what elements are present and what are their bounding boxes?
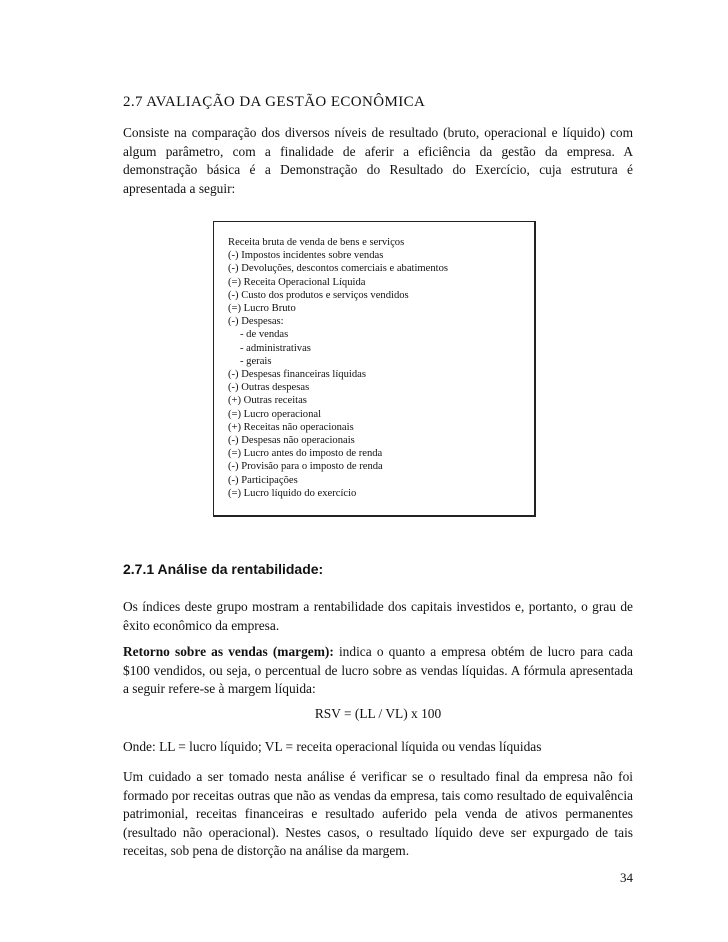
- intro-paragraph: Consiste na comparação dos diversos níveis de resultado (bruto, operacional e líquido) com algum parâmetro, com a finalidade de aferir a eficiência da gestão da empresa. A demonstração básica é a Demonstração do Resultado do Exercício, cuja estrutura é apresentada a seguir:: [123, 125, 633, 196]
- statement-line: (-) Participações: [228, 474, 298, 486]
- subsection-heading: 2.7.1 Análise da rentabilidade:: [123, 561, 324, 577]
- statement-line: (=) Lucro operacional: [228, 408, 322, 420]
- profitability-paragraph: Os índices deste grupo mostram a rentabilidade dos capitais investidos e, portanto, o grau de êxito econômico da empresa.: [123, 599, 633, 633]
- margin-description: indica o quanto a empresa obtém de lucro para cada $100 vendidos, ou seja, o percentual de lucro sobre as vendas líquidas. A fórmula apresentada a seguir refere-se à margem líquida:: [123, 644, 633, 697]
- statement-line: (-) Outras despesas: [228, 382, 310, 394]
- statement-line: (=) Lucro antes do imposto de renda: [228, 448, 383, 460]
- statement-line: (-) Provisão para o imposto de renda: [228, 461, 383, 473]
- statement-line: (-) Custo dos produtos e serviços vendidos: [228, 289, 409, 301]
- margin-term: Retorno sobre as vendas (margem):: [123, 644, 334, 659]
- statement-line: (-) Impostos incidentes sobre vendas: [228, 250, 384, 262]
- margin-paragraph: [123, 643, 633, 699]
- formula-legend: Onde: LL = lucro líquido; VL = receita operacional líquida ou vendas líquidas: [123, 739, 542, 754]
- statement-line: (+) Receitas não operacionais: [228, 421, 354, 433]
- caution-paragraph: Um cuidado a ser tomado nesta análise é verificar se o resultado final da empresa não foi formado por receitas outras que não as vendas da empresa, tais como resultado de equivalência patrimonial, receitas financeiras e resultado auferido pela venda de ativos permanentes (resultado não operacional). Nestes casos, o resultado líquido deve ser expurgado de tais receitas, sob pena de distorção na análise da margem.: [123, 769, 633, 859]
- statement-line: (-) Devoluções, descontos comerciais e abatimentos: [228, 263, 449, 275]
- page-number: 34: [620, 870, 633, 885]
- formula: RSV = (LL / VL) x 100: [314, 706, 442, 721]
- statement-line: (+) Outras receitas: [228, 395, 307, 407]
- statement-line: (=) Receita Operacional Líquida: [228, 276, 366, 288]
- statement-line: Receita bruta de venda de bens e serviços: [228, 237, 405, 248]
- statement-line: (-) Despesas:: [228, 316, 284, 328]
- statement-line: - gerais: [240, 355, 272, 367]
- income-statement-box: [213, 221, 536, 517]
- statement-line: - administrativas: [240, 342, 311, 354]
- statement-line: (-) Despesas financeiras líquidas: [228, 369, 366, 381]
- statement-line: (=) Lucro líquido do exercício: [228, 487, 357, 499]
- section-heading: 2.7 AVALIAÇÃO DA GESTÃO ECONÔMICA: [123, 94, 426, 110]
- statement-line: (=) Lucro Bruto: [228, 303, 296, 315]
- income-statement-lines: [228, 236, 448, 500]
- statement-line: (-) Despesas não operacionais: [228, 435, 355, 447]
- statement-line: - de vendas: [240, 329, 289, 341]
